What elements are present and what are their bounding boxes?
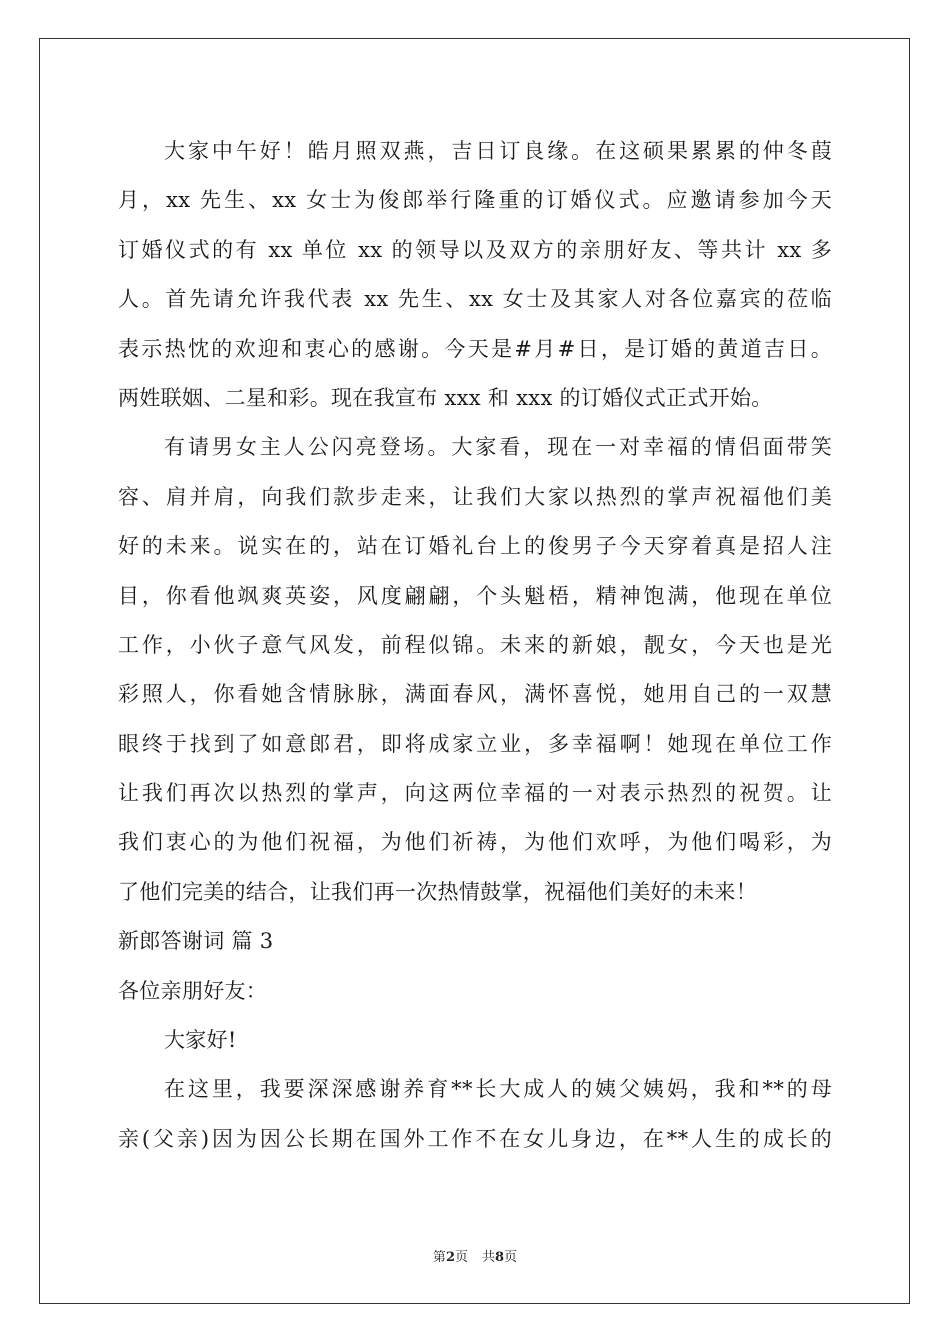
total-suffix: 页 (504, 1250, 518, 1265)
text-line: 订婚仪式的有 xx 单位 xx 的领导以及双方的亲朋好友、等共计 xx 多 (118, 237, 832, 262)
page-footer (0, 1246, 950, 1265)
text-line: 大家中午好！皓月照双燕，吉日订良缘。在这硕果累累的仲冬葭 (164, 139, 832, 163)
text-line: 月，xx 先生、xx 女士为俊郎举行隆重的订婚仪式。应邀请参加今天 (118, 188, 832, 213)
salutation: 各位亲朋好友： (118, 978, 268, 1003)
page-number: 2 (445, 1250, 455, 1265)
text-line: 表示热忱的欢迎和衷心的感谢。今天是#月#日，是订婚的黄道吉日。 (118, 336, 832, 361)
text-line: 容、肩并肩，向我们款步走来，让我们大家以热烈的掌声祝福他们美 (118, 484, 832, 509)
text-line: 亲(父亲)因为因公长期在国外工作不在女儿身边，在**人生的成长的 (118, 1126, 832, 1151)
total-pages: 8 (495, 1250, 505, 1265)
text-line: 了他们完美的结合，让我们再一次热情鼓掌，祝福他们美好的未来！ (118, 879, 757, 904)
greeting: 大家好! (164, 1028, 237, 1053)
text-line: 在这里，我要深深感谢养育**长大成人的姨父姨妈，我和**的母 (164, 1077, 832, 1102)
page-prefix: 第 (432, 1250, 446, 1265)
total-prefix: 共 (482, 1250, 496, 1265)
text-line: 有请男女主人公闪亮登场。大家看，现在一对幸福的情侣面带笑 (164, 435, 832, 460)
section-heading: 新郎答谢词 篇 3 (118, 929, 274, 954)
text-line: 彩照人，你看她含情脉脉，满面春风，满怀喜悦，她用自己的一双慧 (118, 682, 832, 707)
text-line: 眼终于找到了如意郎君，即将成家立业，多幸福啊！她现在单位工作 (118, 731, 832, 756)
text-line: 我们衷心的为他们祝福，为他们祈祷，为他们欢呼，为他们喝彩，为 (118, 830, 832, 855)
text-line: 人。首先请允许我代表 xx 先生、xx 女士及其家人对各位嘉宾的莅临 (118, 287, 832, 312)
text-line: 两姓联姻、二星和彩。现在我宣布 xxx 和 xxx 的订婚仪式正式开始。 (118, 385, 773, 410)
text-line: 让我们再次以热烈的掌声，向这两位幸福的一对表示热烈的祝贺。让 (118, 781, 832, 806)
text-line: 好的未来。说实在的，站在订婚礼台上的俊男子今天穿着真是招人注 (118, 534, 832, 559)
text-line: 目，你看他飒爽英姿，风度翩翩，个头魁梧，精神饱满，他现在单位 (118, 583, 832, 608)
document-body (118, 127, 832, 1164)
page-suffix: 页 (454, 1250, 468, 1265)
text-line: 工作，小伙子意气风发，前程似锦。未来的新娘，靓女，今天也是光 (118, 632, 832, 657)
